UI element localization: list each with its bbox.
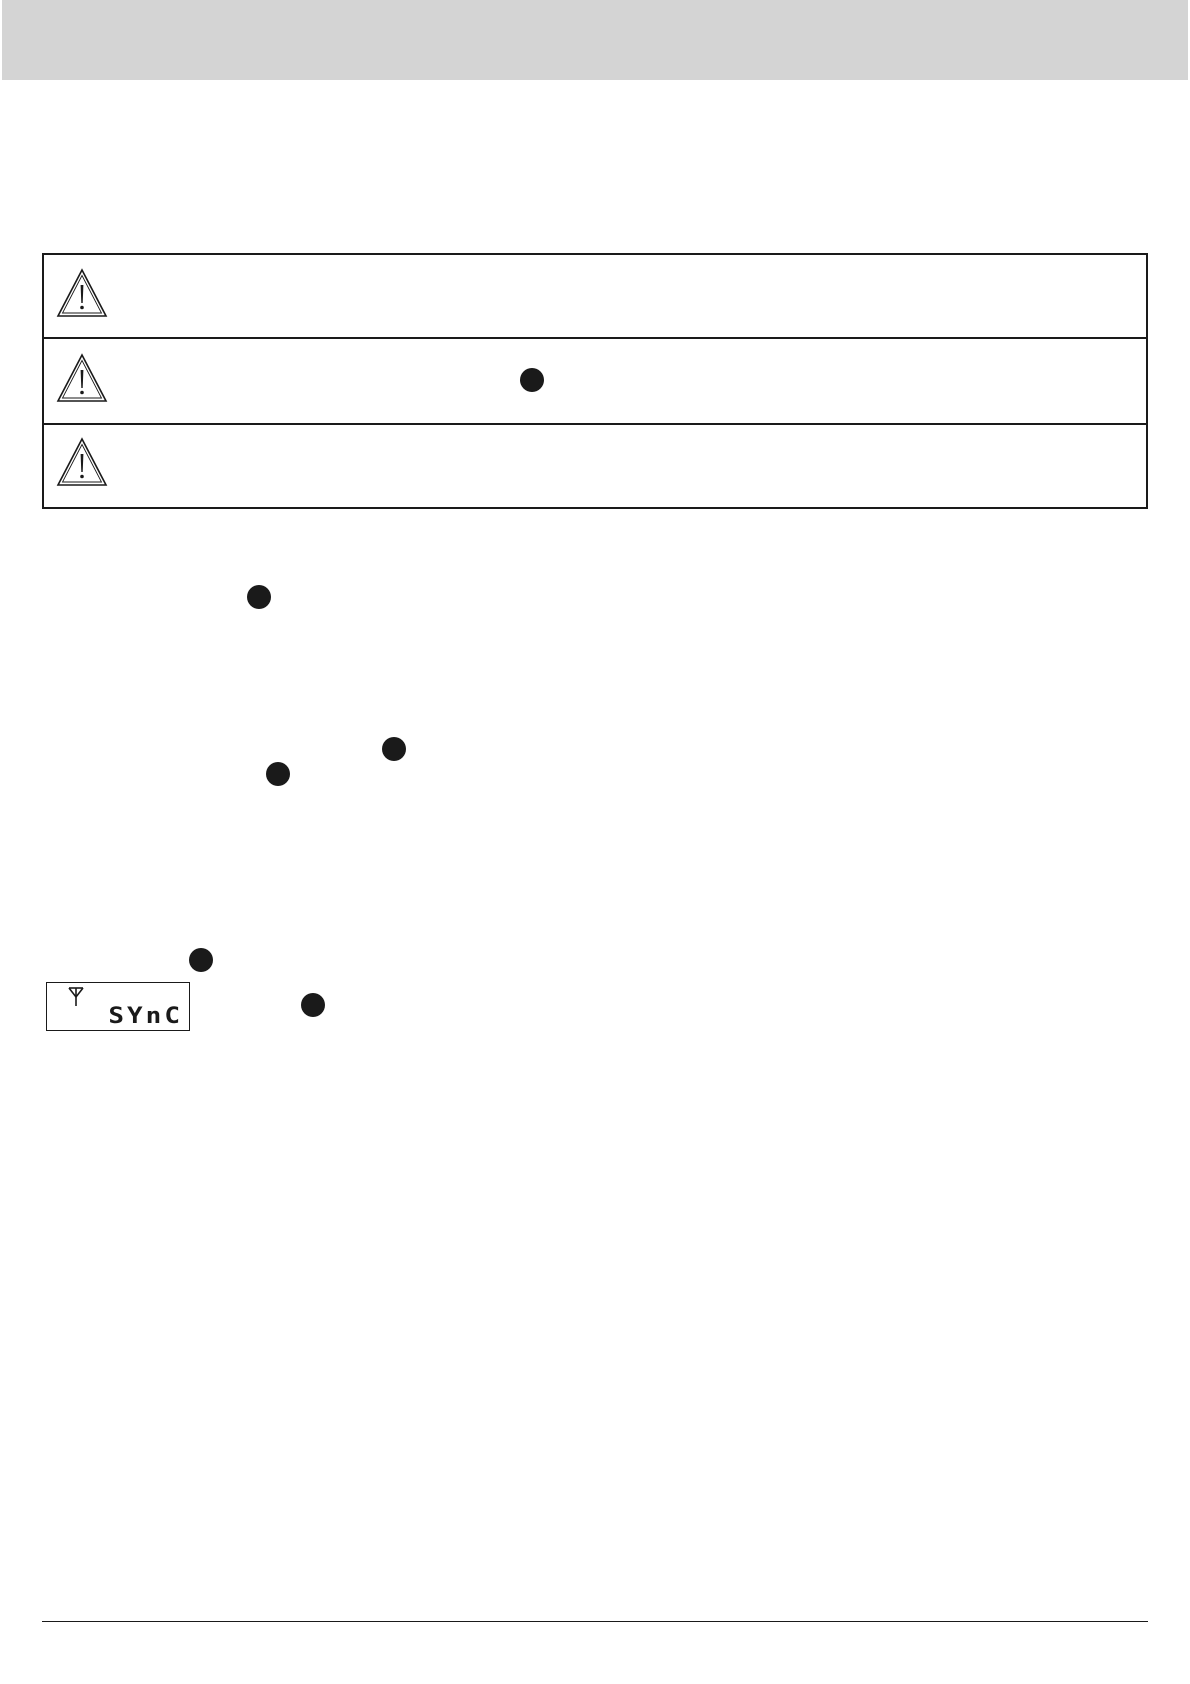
warning-triangle-icon xyxy=(55,436,109,488)
callout-dot xyxy=(266,762,290,786)
callout-dot xyxy=(189,948,213,972)
warning-triangle-icon xyxy=(55,267,109,319)
lcd-readout: SYnC xyxy=(108,1003,183,1029)
callout-dot xyxy=(247,585,271,609)
callout-dot xyxy=(382,737,406,761)
warning-row xyxy=(44,425,1146,507)
warning-row xyxy=(44,255,1146,339)
callout-dot xyxy=(520,368,544,392)
warning-row xyxy=(44,339,1146,425)
lcd-display xyxy=(46,982,190,1031)
warning-triangle-icon xyxy=(55,352,109,404)
callout-dot xyxy=(301,993,325,1017)
footer-rule xyxy=(42,1621,1148,1622)
antenna-icon xyxy=(67,985,85,1007)
header-band xyxy=(2,0,1188,80)
warning-table xyxy=(42,253,1148,509)
